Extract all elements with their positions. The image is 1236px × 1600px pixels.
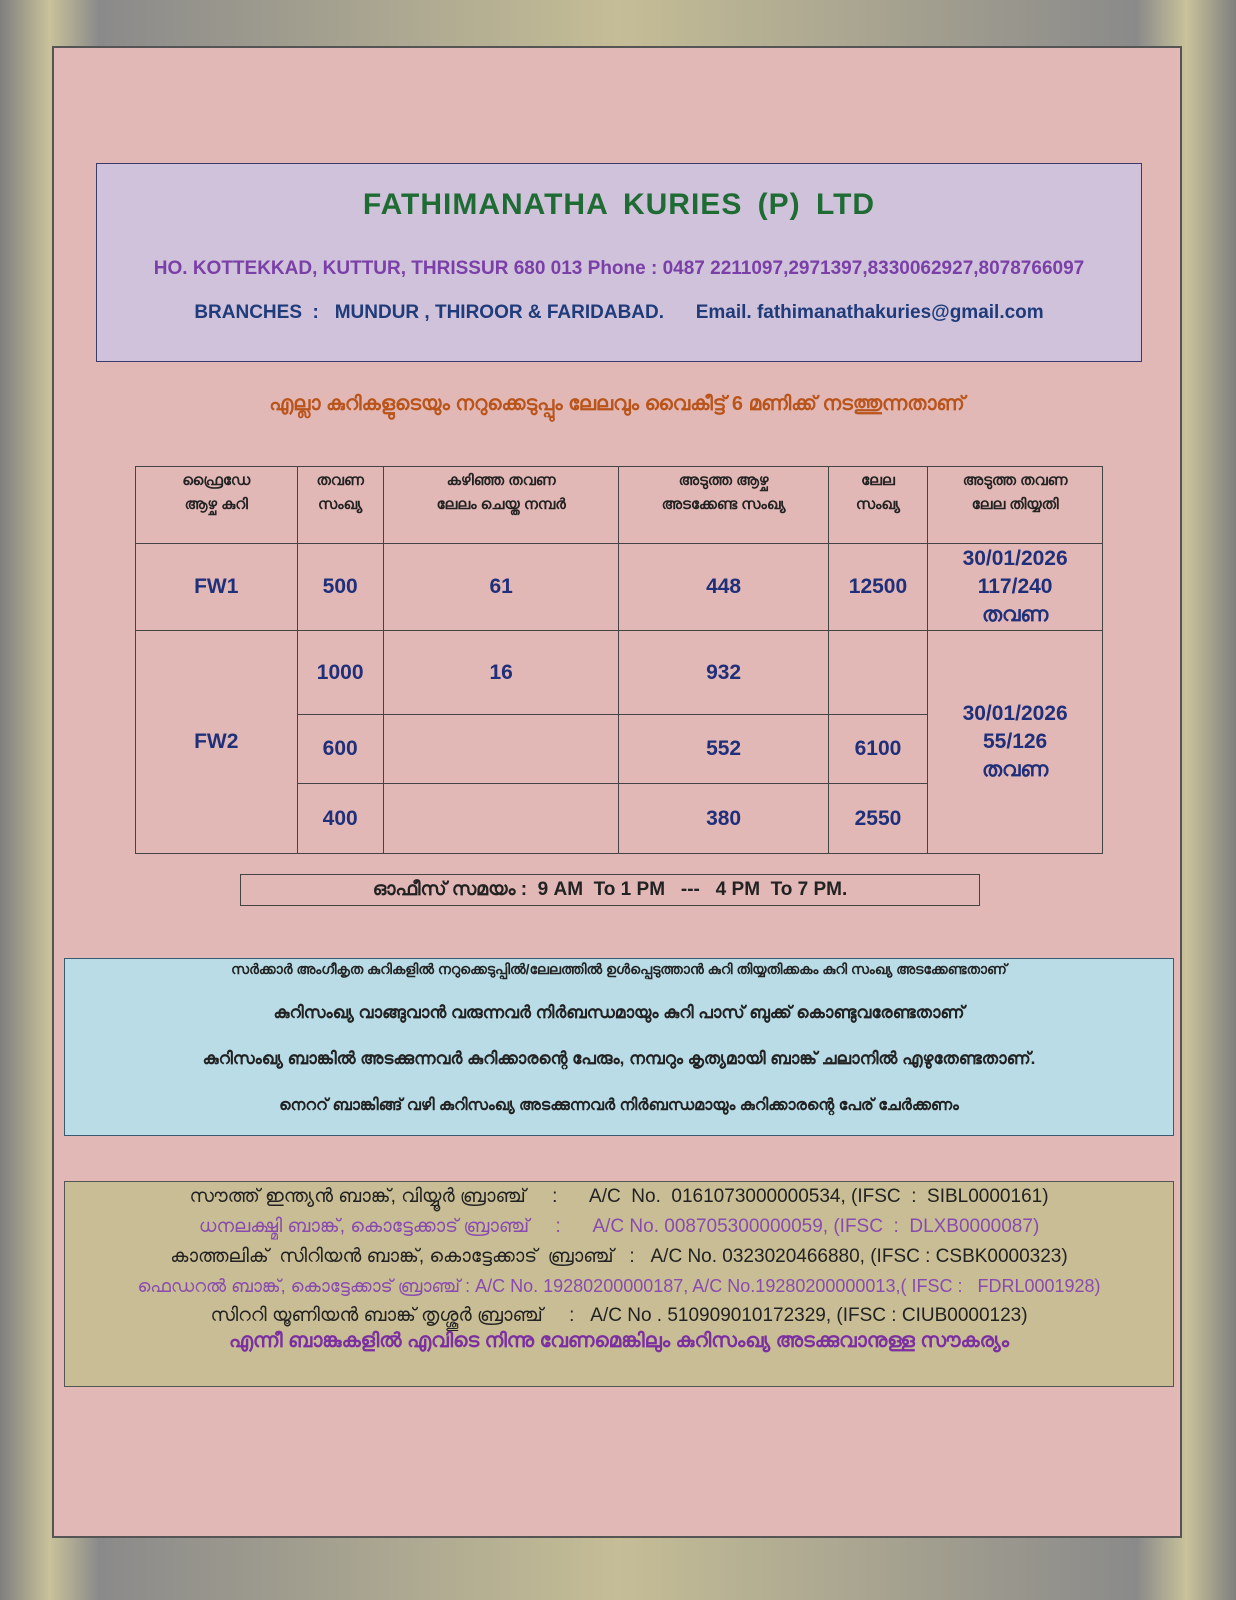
head-office-address: HO. KOTTEKKAD, KUTTUR, THRISSUR 680 013 Phone : 0487 2211097,2971397,8330062927,8078766097 — [153, 258, 1085, 279]
fw2-last-auction-number: 16 — [383, 631, 619, 715]
fw2-auction-amount: 2550 — [828, 784, 928, 854]
header-next-week-amount: അടുത്ത ആഴ്ച അടക്കേണ്ട സംഖ്യ — [619, 467, 828, 544]
table-header-row — [136, 467, 1103, 544]
fw2-installment: 600 — [297, 714, 383, 784]
fw1-name: FW1 — [136, 543, 298, 631]
bank-accounts-box — [64, 1181, 1174, 1387]
bank-account-line: ഫെഡറൽ ബാങ്ക്, കൊട്ടേക്കാട് ബ്രാഞ്ച് : A/C No. 19280200000187, A/C No.19280200000013,( IFSC : FDRL0001928) — [137, 1276, 1101, 1296]
bank-account-line: സൗത്ത് ഇന്ത്യൻ ബാങ്ക്, വിയ്യൂർ ബ്രാഞ്ച് : A/C No. 0161073000000534, (IFSC : SIBL0000161) — [189, 1186, 1049, 1207]
fw2-name: FW2 — [136, 631, 298, 854]
fw1-next-date: 30/01/2026 117/240 തവണ — [928, 543, 1103, 631]
header-installment: തവണ സംഖ്യ — [297, 467, 383, 544]
fw2-installment: 1000 — [297, 631, 383, 715]
fw2-next-amount: 380 — [619, 784, 828, 854]
company-header — [96, 163, 1142, 362]
fw2-last-auction-number — [383, 714, 619, 784]
fw1-installment: 500 — [297, 543, 383, 631]
fw2-next-date: 30/01/2026 55/126 തവണ — [928, 631, 1103, 854]
rule-item: സർക്കാർ അംഗീകൃത കുറികളിൽ നറുക്കെടുപ്പിൽ/ലേലത്തിൽ ഉൾപ്പെടുത്താൻ കുറി തിയ്യതിക്കകം കുറി സംഖ്യ അടക്കേണ്ടതാണ് — [231, 961, 1007, 977]
office-hours: ഓഫീസ് സമയം : 9 AM To 1 PM --- 4 PM To 7 PM. — [240, 874, 980, 906]
company-name: FATHIMANATHA KURIES (P) LTD — [362, 188, 876, 221]
fw1-auction-amount: 12500 — [828, 543, 928, 631]
kuri-table — [135, 466, 1103, 854]
fw1-next-amount: 448 — [619, 543, 828, 631]
draw-auction-notice: എല്ലാ കുറികളുടെയും നറുക്കെടുപ്പും ലേലവും വൈകീട്ട് 6 മണിക്ക് നടത്തുന്നതാണ് — [269, 393, 965, 415]
header-friday-kuri: ഫ്രൈഡേ ആഴ്ച കുറി — [136, 467, 298, 544]
rule-item: കുറിസംഖ്യ ബാങ്കിൽ അടക്കുന്നവർ കുറിക്കാരന്റെ പേരും, നമ്പറും കൃത്യമായി ബാങ്ക് ചലാനിൽ എഴുതേണ്ടതാണ്. — [202, 1049, 1036, 1068]
header-next-auction-date: അടുത്ത തവണ ലേല തിയ്യതി — [928, 467, 1103, 544]
rule-item: നെററ് ബാങ്കിങ്ങ് വഴി കുറിസംഖ്യ അടക്കുന്നവർ നിർബന്ധമായും കുറിക്കാരന്റെ പേര് ചേർക്കണം — [279, 1097, 959, 1114]
fw2-last-auction-number — [383, 784, 619, 854]
bank-account-line: കാത്തലിക് സിറിയൻ ബാങ്ക്, കൊട്ടേക്കാട് ബ്രാഞ്ച് : A/C No. 0323020466880, (IFSC : CSBK0000323) — [170, 1246, 1068, 1267]
fw2-installment: 400 — [297, 784, 383, 854]
rule-item: കുറിസംഖ്യ വാങ്ങുവാൻ വരുന്നവർ നിർബന്ധമായും കുറി പാസ് ബുക്ക് കൊണ്ടുവരേണ്ടതാണ് — [273, 1003, 965, 1022]
fw2-auction-amount: 6100 — [828, 714, 928, 784]
header-auction-amount: ലേല സംഖ്യ — [828, 467, 928, 544]
fw1-last-auction-number: 61 — [383, 543, 619, 631]
payment-facility-note: എന്നീ ബാങ്കുകളിൽ എവിടെ നിന്നു വേണമെങ്കിലും കുറിസംഖ്യ അടക്കുവാനുള്ള സൗകര്യം — [228, 1330, 1010, 1352]
branches-email: BRANCHES : MUNDUR , THIROOR & FARIDABAD. Email. fathimanathakuries@gmail.com — [194, 302, 1044, 323]
table-row — [136, 631, 1103, 715]
header-last-auction-number: കഴിഞ്ഞ തവണ ലേലം ചെയ്ത നമ്പർ — [383, 467, 619, 544]
rules-box — [64, 958, 1174, 1136]
bank-account-line: സിററി യൂണിയൻ ബാങ്ക് തൃശ്ശൂർ ബ്രാഞ്ച് : A/C No . 510909010172329, (IFSC : CIUB0000123) — [210, 1305, 1028, 1326]
table-row — [136, 543, 1103, 631]
bank-account-line: ധനലക്ഷ്മി ബാങ്ക്, കൊട്ടേക്കാട് ബ്രാഞ്ച് : A/C No. 008705300000059, (IFSC : DLXB0000087) — [198, 1216, 1040, 1237]
notice-page — [52, 46, 1182, 1538]
fw2-auction-amount — [828, 631, 928, 715]
fw2-next-amount: 552 — [619, 714, 828, 784]
fw2-next-amount: 932 — [619, 631, 828, 715]
